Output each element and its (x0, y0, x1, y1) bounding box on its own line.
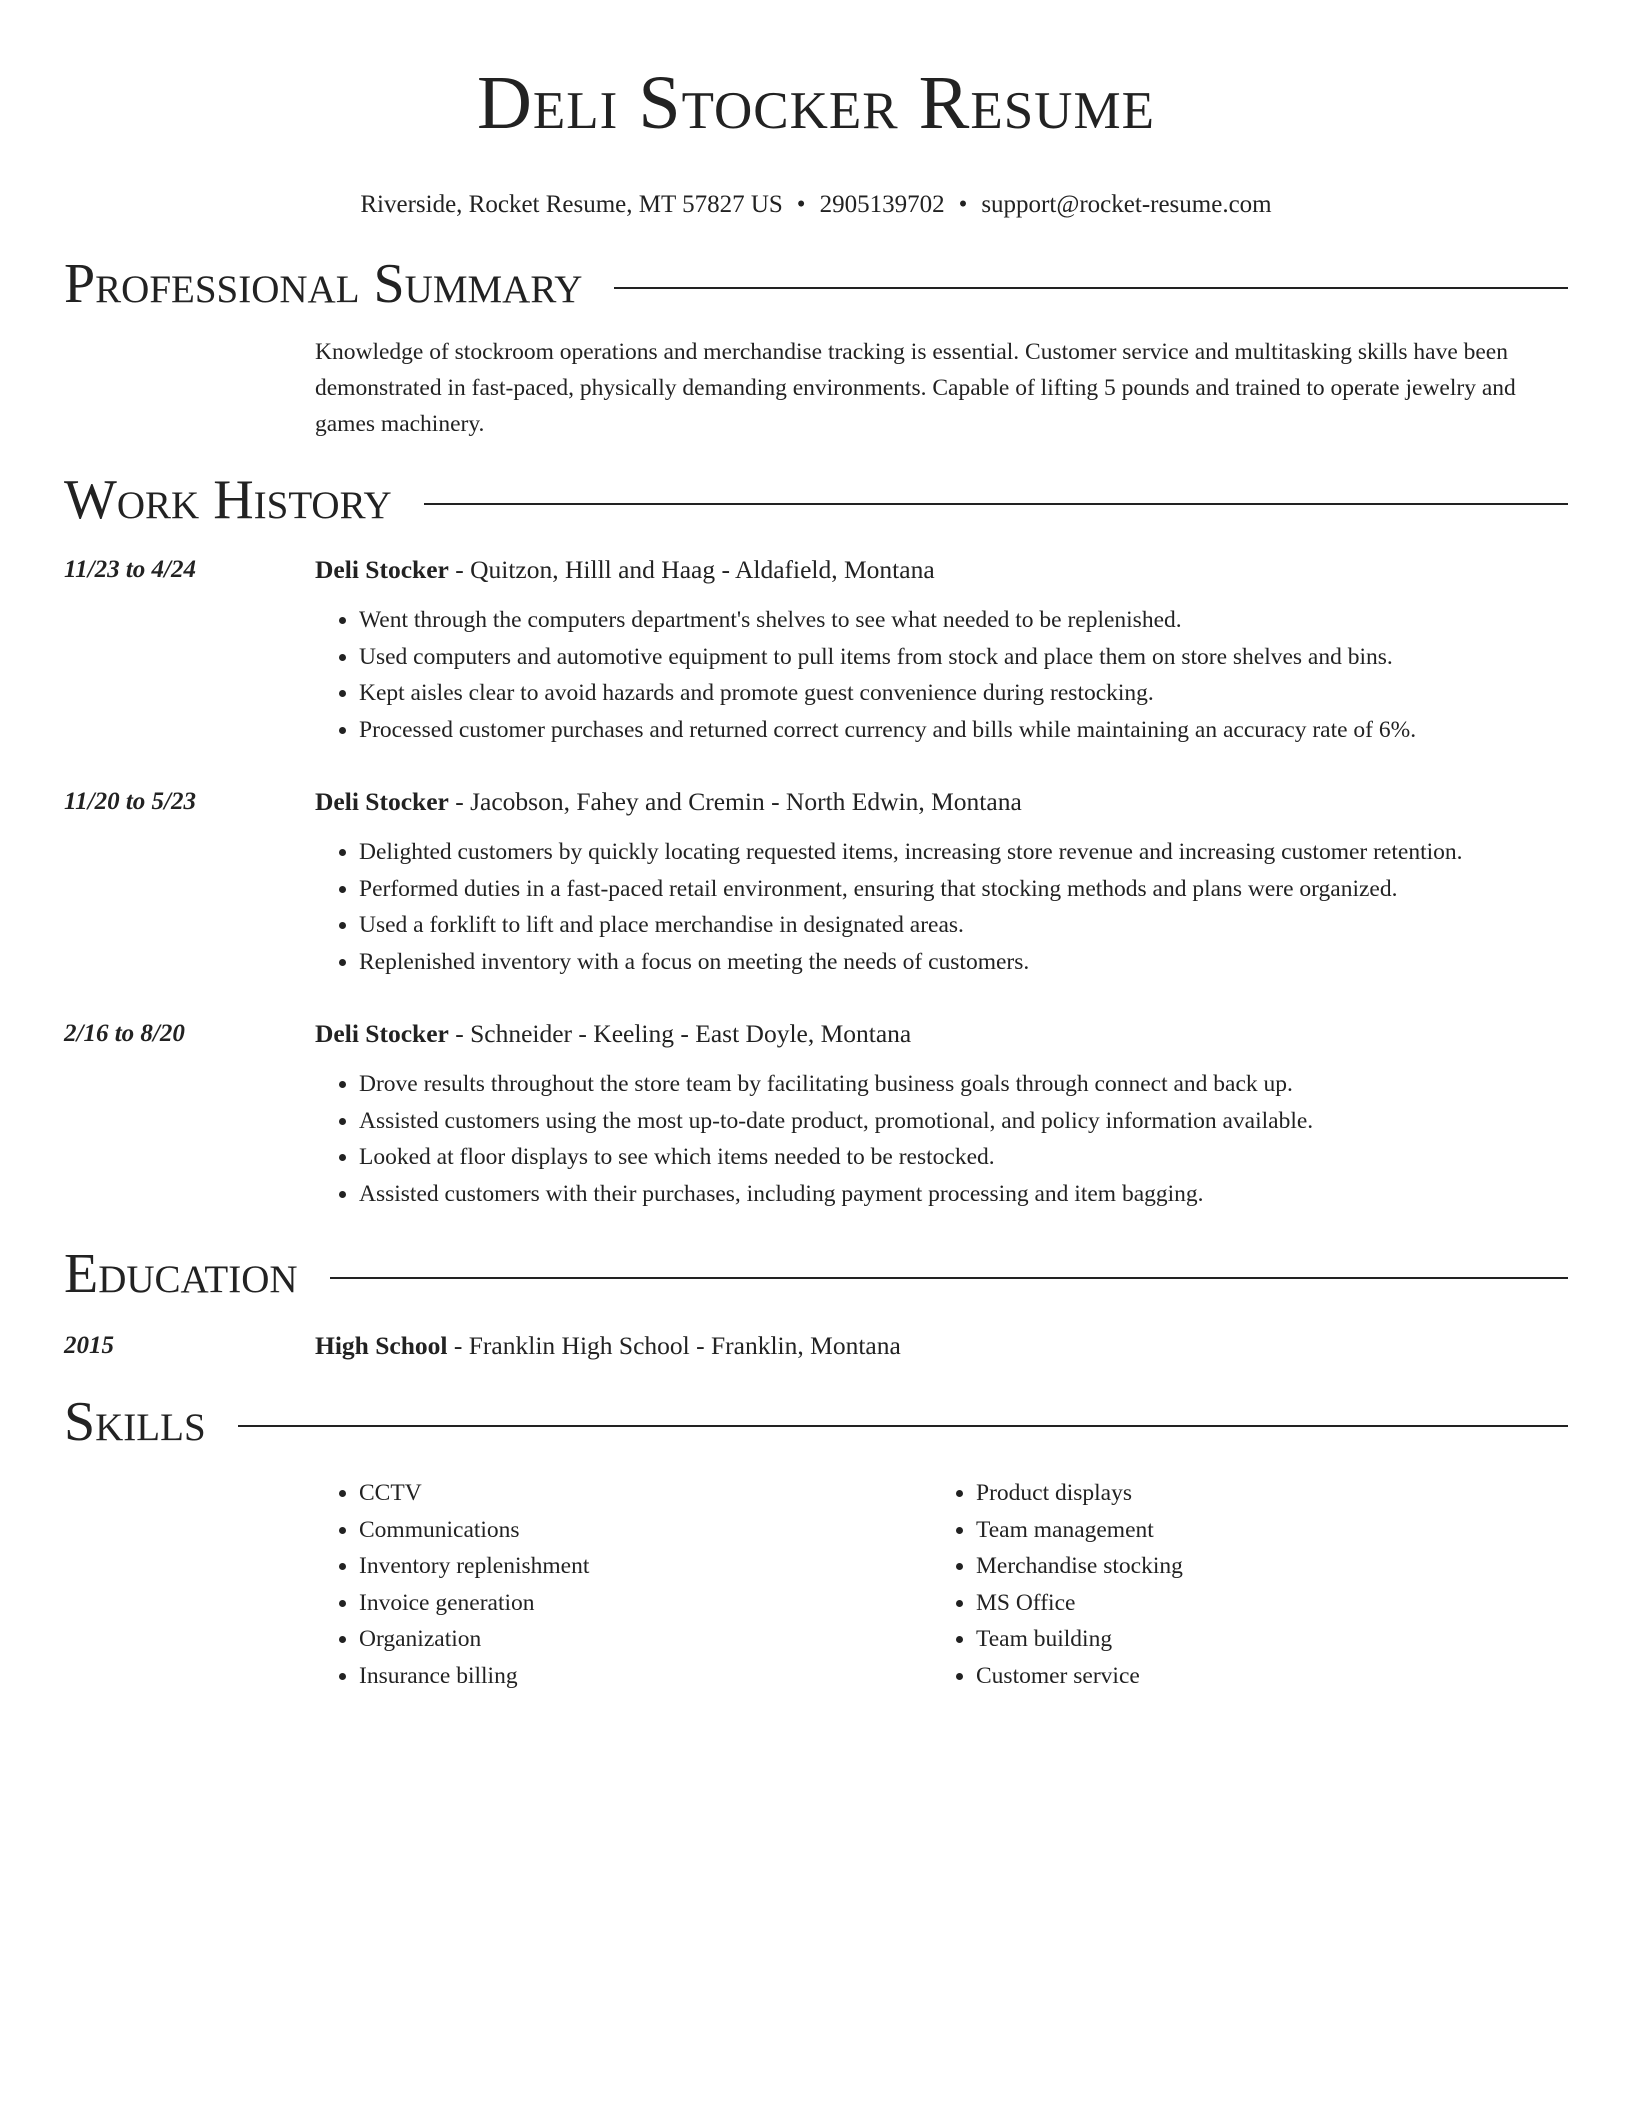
job-bullet: • Assisted customers with their purchases, including payment processing and item bagging. (359, 1176, 1313, 1213)
skill-item: • Organization (359, 1621, 932, 1658)
contact-separator: • (958, 191, 968, 218)
job-title: Deli Stocker (315, 1019, 449, 1048)
section-title-education: Education (64, 1243, 298, 1305)
summary-text: Knowledge of stockroom operations and merchandise tracking is essential. Customer service and multitasking skills have been demonstrated in fast-paced, physically demanding environments. Capable of lifting 5 pounds and trained to operate jewelry and games machinery. (315, 339, 1516, 437)
job-bullets (315, 834, 1463, 980)
job-bullet: • Kept aisles clear to avoid hazards and promote guest convenience during restocking. (359, 675, 1416, 712)
job-title-line (315, 1018, 911, 1050)
job-employer: - Jacobson, Fahey and Cremin - North Edwin, Montana (448, 787, 1022, 816)
job-bullets (315, 1066, 1313, 1212)
education-degree: High School (315, 1331, 448, 1360)
job-employer: - Quitzon, Hilll and Haag - Aldafield, Montana (448, 555, 935, 584)
section-divider (424, 503, 1568, 505)
skills-column-left (315, 1475, 932, 1694)
section-divider (614, 287, 1568, 289)
skill-item: • Invoice generation (359, 1585, 932, 1622)
section-title-work-history: Work History (64, 469, 392, 531)
job-bullet: • Delighted customers by quickly locating requested items, increasing store revenue and increasing customer retention. (359, 834, 1463, 871)
skill-item: • Inventory replenishment (359, 1548, 932, 1585)
resume-title: Deli Stocker Resume (477, 61, 1155, 145)
contact-phone: 2905139702 (819, 191, 945, 218)
job-title-line (315, 554, 935, 586)
education-line (315, 1330, 901, 1362)
job-dates: 11/23 to 4/24 (64, 556, 196, 583)
section-header-education (64, 1244, 1568, 1304)
skill-item: • Team building (976, 1621, 1549, 1658)
section-divider (238, 1425, 1568, 1427)
job-title-line (315, 786, 1022, 818)
section-header-work-history (64, 470, 1568, 530)
section-title-summary: Professional Summary (64, 253, 583, 315)
job-bullet: • Looked at floor displays to see which items needed to be restocked. (359, 1139, 1313, 1176)
job-title: Deli Stocker (315, 555, 449, 584)
skills-column-right (932, 1475, 1549, 1694)
education-year: 2015 (64, 1332, 114, 1359)
job-bullet: • Drove results throughout the store team by facilitating business goals through connect and back up. (359, 1066, 1313, 1103)
skill-item: • Communications (359, 1512, 932, 1549)
skill-item: • Team management (976, 1512, 1549, 1549)
skill-item: • Customer service (976, 1658, 1549, 1695)
section-header-skills (64, 1392, 1568, 1452)
section-title-skills: Skills (64, 1391, 206, 1453)
job-bullet: • Used a forklift to lift and place merchandise in designated areas. (359, 907, 1463, 944)
job-employer: - Schneider - Keeling - East Doyle, Montana (448, 1019, 912, 1048)
skill-item: • MS Office (976, 1585, 1549, 1622)
skill-item: • CCTV (359, 1475, 932, 1512)
section-divider (330, 1277, 1568, 1279)
contact-email: support@rocket-resume.com (981, 191, 1272, 218)
education-school: - Franklin High School - Franklin, Montana (447, 1331, 901, 1360)
job-bullets (315, 602, 1416, 748)
skills-list (315, 1475, 1568, 1694)
job-dates: 2/16 to 8/20 (64, 1020, 185, 1047)
skill-item: • Insurance billing (359, 1658, 932, 1695)
job-bullet: • Used computers and automotive equipment to pull items from stock and place them on store shelves and bins. (359, 639, 1416, 676)
contact-separator: • (796, 191, 806, 218)
skill-item: • Merchandise stocking (976, 1548, 1549, 1585)
job-bullet: • Performed duties in a fast-paced retail environment, ensuring that stocking methods and plans were organized. (359, 871, 1463, 908)
contact-address: Riverside, Rocket Resume, MT 57827 US (360, 191, 783, 218)
job-title: Deli Stocker (315, 787, 449, 816)
job-bullet: • Replenished inventory with a focus on meeting the needs of customers. (359, 944, 1463, 981)
job-bullet: • Processed customer purchases and returned correct currency and bills while maintaining an accuracy rate of 6%. (359, 712, 1416, 749)
job-bullet: • Went through the computers department's shelves to see what needed to be replenished. (359, 602, 1416, 639)
contact-line (0, 190, 1632, 220)
skill-item: • Product displays (976, 1475, 1549, 1512)
job-dates: 11/20 to 5/23 (64, 788, 196, 815)
job-bullet: • Assisted customers using the most up-to-date product, promotional, and policy information available. (359, 1103, 1313, 1140)
section-header-summary (64, 254, 1568, 314)
